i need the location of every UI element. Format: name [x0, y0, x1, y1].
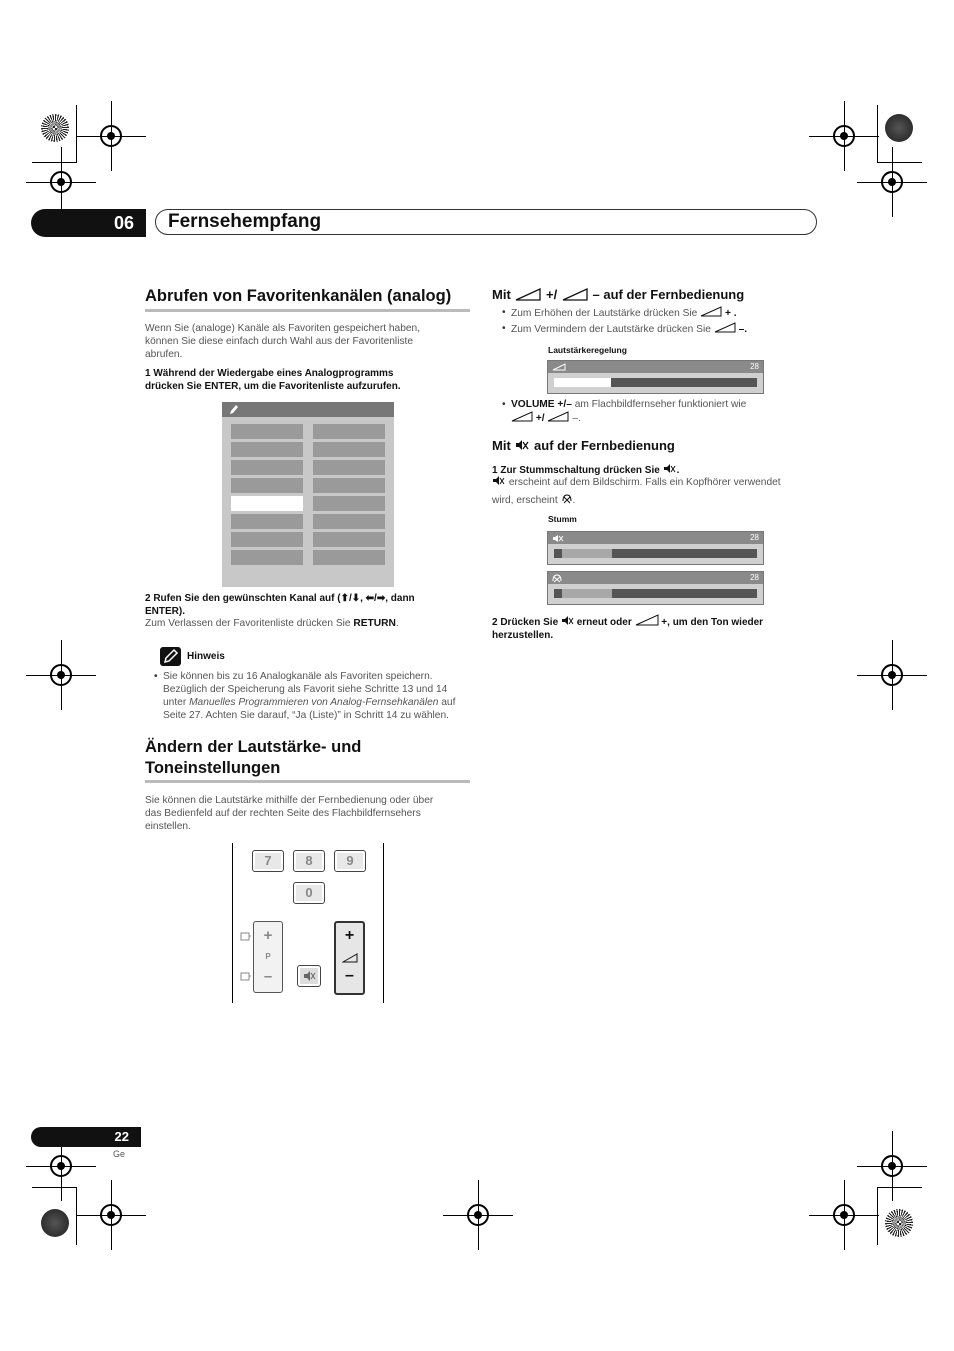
favorites-list-screen	[222, 402, 394, 587]
volume-osd-caption: Lautstärkeregelung	[548, 345, 627, 355]
crosshair-mark	[463, 1200, 493, 1230]
key-9[interactable]: 9	[334, 850, 366, 872]
favorite-slot[interactable]	[313, 550, 385, 565]
mute-osd-header	[548, 532, 763, 544]
program-down[interactable]: –	[263, 968, 273, 985]
volume-up[interactable]: +	[344, 927, 355, 944]
volume-heading: Mit +/ – auf der Fernbedienung	[492, 287, 745, 302]
program-rocker[interactable]	[253, 921, 283, 993]
crop-line	[32, 162, 77, 163]
volume-osd-header	[548, 361, 763, 373]
headphone-mute-track	[554, 589, 757, 598]
crosshair-mark	[46, 167, 76, 197]
crosshair-mark	[829, 121, 859, 151]
section-rule	[145, 309, 470, 312]
key-8[interactable]: 8	[293, 850, 325, 872]
page-number: 22	[31, 1127, 141, 1147]
hint-text: • Sie können bis zu 16 Analogkanäle als Favoriten speichern. Bezüglich der Speicherung als Favorit siehe Schritte 13 und 14 unter Manuelles Programmieren von Analog-Fernsehkanälen auf Seite 27. Achten Sie darauf, “Ja (Liste)” in Schritt 14 zu wählen.	[163, 670, 483, 722]
favorite-slot[interactable]	[313, 460, 385, 475]
pencil-icon	[227, 403, 241, 417]
volume-icon	[714, 322, 736, 333]
registration-circle	[885, 114, 913, 142]
registration-circle	[885, 1209, 913, 1237]
crosshair-mark	[46, 660, 76, 690]
mute-icon	[561, 615, 574, 626]
volume-icon	[342, 953, 358, 963]
crop-line	[877, 105, 878, 163]
headphone-mute-osd-header	[548, 572, 763, 584]
key-7[interactable]: 7	[252, 850, 284, 872]
crop-line	[76, 105, 77, 163]
volume-osd-value: 28	[750, 362, 759, 371]
mute-fill	[562, 549, 612, 558]
program-label: P	[265, 952, 271, 961]
favorites-step-1: 1 Während der Wiedergabe eines Analogprogramms drücken Sie ENTER, um die Favoritenliste aufzurufen.	[145, 368, 401, 392]
favorites-step-2-note: Zum Verlassen der Favoritenliste drücken Sie RETURN.	[145, 618, 399, 629]
favorite-slot[interactable]	[231, 460, 303, 475]
remote-edge	[232, 843, 233, 1003]
favorite-slot[interactable]	[231, 514, 303, 529]
crosshair-mark	[96, 121, 126, 151]
chapter-title: Fernsehempfang	[168, 211, 322, 232]
volume-icon	[635, 614, 659, 626]
volume-up-bullet: • Zum Erhöhen der Lautstärke drücken Sie + .	[511, 306, 737, 320]
volume-icon	[514, 287, 542, 301]
registration-circle	[41, 1209, 69, 1237]
note-pencil-icon	[160, 647, 181, 666]
crosshair-mark	[877, 167, 907, 197]
mute-osd-caption: Stumm	[548, 514, 577, 524]
mute-track	[554, 549, 757, 558]
volume-fill	[554, 378, 611, 387]
volume-icon	[552, 363, 566, 371]
section-rule	[145, 780, 470, 783]
channel-up-icon	[240, 932, 252, 942]
mute-osd-value: 28	[750, 533, 759, 542]
mute-icon	[663, 463, 677, 474]
section-heading-favorites: Abrufen von Favoritenkanälen (analog)	[145, 287, 452, 305]
headphone-mute-osd	[547, 571, 764, 605]
mute-icon	[492, 475, 506, 486]
crop-line	[877, 162, 922, 163]
remote-edge	[383, 843, 384, 1003]
crosshair-mark	[877, 660, 907, 690]
crosshair-mark	[877, 1151, 907, 1181]
headphone-mute-icon	[552, 574, 562, 583]
favorite-slot-selected[interactable]	[231, 496, 303, 511]
headphone-mute-fill	[562, 589, 612, 598]
language-code: Ge	[113, 1149, 126, 1159]
favorite-slot[interactable]	[231, 532, 303, 547]
favorite-slot[interactable]	[313, 496, 385, 511]
crosshair-mark	[829, 1200, 859, 1230]
favorite-slot[interactable]	[313, 514, 385, 529]
volume-panel-note: • VOLUME +/– am Flachbildfernseher funktioniert wie +/ –.	[511, 398, 781, 425]
crosshair-mark	[96, 1200, 126, 1230]
chapter-number: 06	[31, 209, 146, 237]
volume-icon	[561, 287, 589, 301]
key-0[interactable]: 0	[293, 882, 325, 904]
volume-down-bullet: • Zum Vermindern der Lautstärke drücken Sie –.	[511, 322, 747, 336]
mute-osd	[547, 531, 764, 565]
volume-osd	[547, 360, 764, 394]
headphone-mute-osd-value: 28	[750, 573, 759, 582]
volume-intro: Sie können die Lautstärke mithilfe der Fernbedienung oder über das Bedienfeld auf der rechten Seite des Flachbildfernsehers einstellen.	[145, 795, 434, 832]
registration-circle	[41, 114, 69, 142]
favorite-slot[interactable]	[313, 424, 385, 439]
favorites-list-header	[222, 402, 394, 417]
crop-line	[32, 1187, 77, 1188]
mute-icon	[298, 966, 320, 986]
mute-step-1: 1 Zur Stummschaltung drücken Sie .	[492, 465, 680, 476]
favorite-slot[interactable]	[313, 478, 385, 493]
mute-step-2: 2 Drücken Sie erneut oder +, um den Ton wieder herzustellen.	[492, 614, 812, 642]
favorites-step-2: 2 Rufen Sie den gewünschten Kanal auf (⬆/⬇, ⬅/➡, dann ENTER).	[145, 593, 415, 617]
channel-down-icon	[240, 972, 252, 982]
mute-button[interactable]	[297, 965, 321, 987]
crosshair-mark	[46, 1151, 76, 1181]
volume-rocker[interactable]	[334, 921, 365, 995]
section-heading-volume: Ändern der Lautstärke- und Toneinstellungen	[145, 738, 362, 777]
volume-icon	[700, 306, 722, 317]
favorite-slot[interactable]	[231, 550, 303, 565]
headphone-mute-icon	[561, 493, 573, 504]
volume-icon	[547, 411, 569, 422]
volume-down[interactable]: –	[345, 967, 354, 984]
favorite-slot[interactable]	[231, 442, 303, 457]
mute-description: erscheint auf dem Bildschirm. Falls ein Kopfhörer verwendet wird, erscheint .	[492, 477, 781, 506]
crop-line	[877, 1187, 922, 1188]
program-up[interactable]: +	[263, 927, 273, 944]
mute-heading: Mit auf der Fernbedienung	[492, 438, 675, 453]
favorites-intro: Wenn Sie (analoge) Kanäle als Favoriten gespeichert haben, können Sie diese einfach durch Wahl aus der Favoritenliste abrufen.	[145, 323, 421, 360]
favorite-slot[interactable]	[231, 424, 303, 439]
volume-track	[554, 378, 757, 387]
favorite-slot[interactable]	[231, 478, 303, 493]
mute-icon	[552, 534, 564, 543]
favorite-slot[interactable]	[313, 442, 385, 457]
crop-line	[76, 1187, 77, 1245]
favorite-slot[interactable]	[313, 532, 385, 547]
mute-icon	[514, 438, 530, 452]
crop-line	[877, 1187, 878, 1245]
volume-icon	[511, 411, 533, 422]
hint-label: Hinweis	[187, 651, 225, 662]
